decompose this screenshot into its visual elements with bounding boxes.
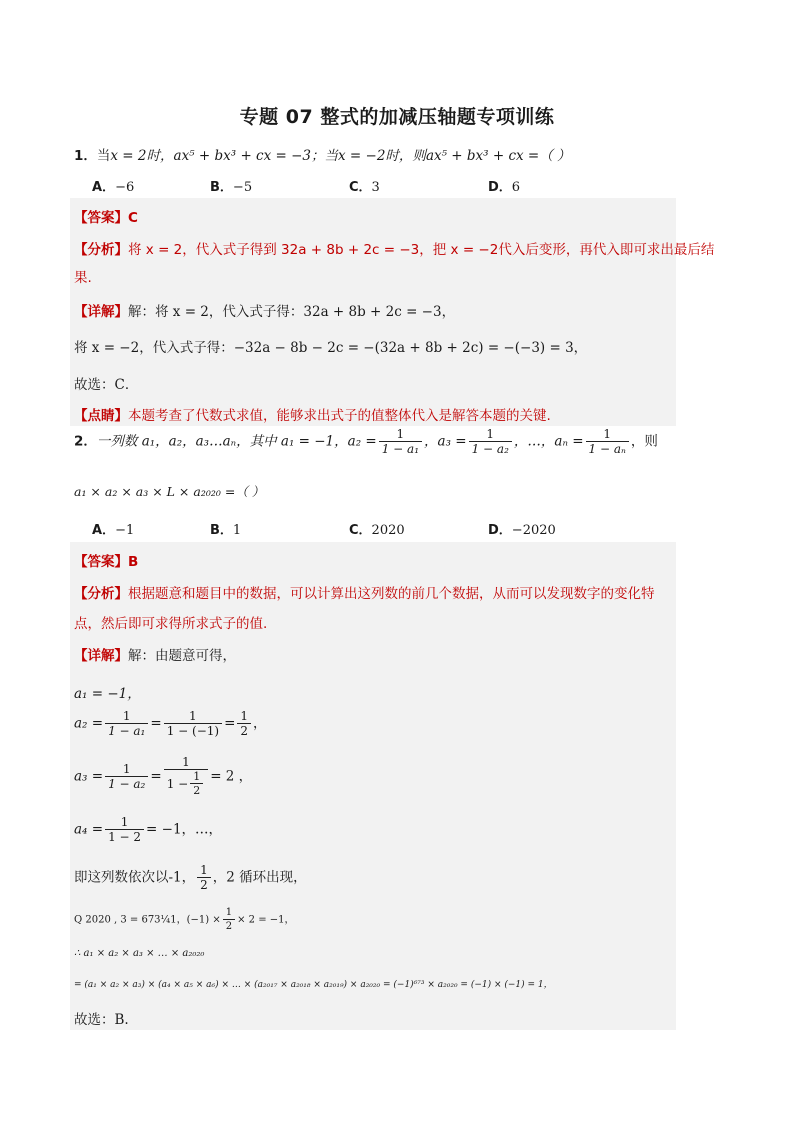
detail-tag: 【详解】: [74, 304, 128, 320]
option-value: −1: [115, 523, 135, 538]
frac-den-part: 1 −: [166, 777, 189, 791]
option-value: −6: [115, 180, 135, 195]
option-value: 2020: [371, 523, 405, 538]
frac-num: 1: [225, 907, 233, 918]
eq-end: = −1，…，: [146, 821, 223, 838]
eq-lhs: a₃ =: [74, 768, 104, 785]
frac-den: 1 − a₁: [105, 723, 148, 738]
q2-analysis-cont: [74, 612, 267, 632]
option-value: −2020: [511, 523, 556, 538]
q1-expr1: ax⁵ + bx³ + cx = −3；当: [173, 148, 339, 164]
frac: [105, 816, 144, 844]
q1-cond2: x = −2时，则: [338, 148, 426, 164]
q2-stem-part: ，…，aₙ =: [513, 433, 584, 450]
q1-analysis: [74, 238, 714, 258]
frac-num: 1: [200, 863, 208, 877]
q2-final-line: = (a₁ × a₂ × a₃) × (a₄ × a₅ × a₆) × … × (a₂₀₁₇ × a₂₀₁₈ × a₂₀₁₉) × a₂₀₂₀ = (−1)⁶⁷³ × a₂₀₂₀ = (−1) × (−1) = 1，: [74, 980, 553, 990]
q2-option-a: [92, 519, 134, 538]
q1-expr2: ax⁵ + bx³ + cx =（ ）: [425, 148, 571, 164]
cycle-text: 即这列数依次以-1，: [74, 869, 196, 886]
q2-stem-l2: a₁ × a₂ × a₃ × L × a₂₀₂₀ =（ ）: [74, 484, 265, 499]
frac-num: 1: [120, 815, 129, 829]
eq-end: = 2 ，: [210, 768, 253, 785]
q2-frac-an: [586, 428, 629, 456]
analysis-text: 将 x = 2，代入式子得到 32a + 8b + 2c = −3，把 x = −2代入后变形，再代入即可求出最后结: [128, 242, 715, 258]
q1-detail: [74, 300, 455, 320]
frac: [105, 710, 148, 738]
frac-den: 2: [190, 783, 203, 798]
option-label: C．: [349, 180, 372, 195]
q1-stem: [74, 144, 571, 164]
option-label: B．: [210, 180, 233, 195]
q1-option-a: [92, 176, 134, 195]
q1-option-d: [488, 176, 520, 195]
q2-a3-line: a₃ = $\frac{1}{\text{1 − a₂}}$ = 1 1 − $\frac{1}{2}$ = 2 ，: [74, 755, 253, 797]
frac: [237, 710, 251, 738]
option-value: 6: [511, 180, 521, 195]
frac-num: 1: [122, 762, 131, 776]
answer-tag: 【答案】: [74, 210, 128, 226]
analysis-text: 根据题意和题目中的数据，可以计算出这列数的前几个数据，从而可以发现数字的变化特: [128, 586, 655, 602]
frac-den: 2: [197, 877, 211, 892]
frac: [105, 763, 148, 791]
frac-den: 2: [237, 723, 251, 738]
q1-stem-text: 当: [96, 148, 111, 164]
frac: [223, 906, 235, 934]
option-label: B．: [210, 523, 233, 538]
frac-den: 1 − (−1): [164, 723, 222, 738]
q2-a4-line: [74, 816, 222, 844]
frac-num: 1: [193, 770, 201, 783]
option-value: 1: [232, 523, 242, 538]
q1-option-b: [210, 176, 252, 195]
frac-num: 1: [486, 427, 495, 441]
q2-stem: [74, 428, 658, 456]
option-value: 3: [371, 180, 380, 195]
detail-text: 将 x = −2，代入式子得：−32a − 8b − 2c = −(32a + 8b + 2c) = −(−3) = 3，: [74, 340, 588, 356]
q1-answer: [74, 206, 138, 226]
q2-q-line: [74, 906, 295, 934]
q2-answer: [74, 550, 138, 570]
analysis-text: 点，然后即可求得所求式子的值.: [74, 616, 268, 632]
q2-therefore-line: ∴ a₁ × a₂ × a₃ × … × a₂₀₂₀: [74, 948, 205, 959]
frac-num: 1: [396, 427, 405, 441]
cycle-text: ，2 循环出现，: [212, 869, 307, 886]
frac-num: 1: [122, 709, 131, 723]
frac: [164, 756, 209, 798]
detail-text: 故选：C．: [74, 377, 139, 393]
answer-tag: 【答案】: [74, 554, 128, 570]
option-value: −5: [232, 180, 253, 195]
detail-tag: 【详解】: [74, 648, 128, 664]
frac-num: 1: [603, 427, 611, 441]
q2-a2-line: a₂ = $\frac{1}{\text{1 − a₁}}$ = $\frac{1}{1 - (-1)}$ = $\frac{1}{2}$ ，: [74, 709, 267, 738]
eq-lhs: a₂ =: [74, 715, 104, 732]
q-line-text: × 2 = −1，: [237, 914, 295, 926]
q2-option-b: [210, 519, 241, 538]
analysis-tag: 【分析】: [74, 586, 128, 602]
option-label: D．: [488, 180, 512, 195]
frac-num: 1: [182, 755, 190, 769]
frac-den: 1 − a₂: [469, 441, 512, 456]
q1-detail-l2: [74, 336, 587, 356]
option-label: A．: [92, 523, 116, 538]
option-label: D．: [488, 523, 512, 538]
frac-num: 1: [240, 709, 249, 723]
detail-text: 解：将 x = 2，代入式子得：32a + 8b + 2c = −3，: [128, 304, 456, 320]
frac-den: 1 − 2: [105, 829, 144, 844]
frac-den: 2: [223, 919, 235, 934]
comment-tag: 【点睛】: [74, 408, 128, 424]
frac: [190, 770, 203, 798]
q1-option-c: [349, 176, 380, 195]
q2-stem-part: 一列数 a₁，a₂，a₃…aₙ，其中 a₁ = −1，a₂ =: [96, 433, 377, 450]
frac-den: 1 − aₙ: [586, 441, 629, 456]
q2-analysis: [74, 582, 655, 602]
eq-end: ，: [253, 715, 267, 732]
frac-den: 1 − a₂: [105, 776, 148, 791]
frac: [164, 710, 222, 738]
q1-number: 1．: [74, 148, 97, 164]
comment-text: 本题考查了代数式求值，能够求出式子的值整体代入是解答本题的关键.: [128, 408, 551, 424]
answer-value: C: [128, 210, 138, 226]
frac-den-compound: [164, 769, 209, 798]
option-label: A．: [92, 180, 116, 195]
q2-frac-a2: [379, 428, 422, 456]
q2-option-d: [488, 519, 556, 538]
answer-value: B: [128, 554, 139, 570]
q2-stem-part: ，则: [630, 433, 658, 450]
q1-comment: [74, 404, 551, 424]
q2-choose-line: 故选：B.: [74, 1012, 129, 1028]
q2-cycle-line: [74, 864, 307, 892]
frac-den: 1 − a₁: [379, 441, 422, 456]
q2-frac-a3: [469, 428, 512, 456]
q2-detail: [74, 644, 236, 664]
q1-analysis-cont: [74, 266, 92, 286]
page-title: 专题 07 整式的加减压轴题专项训练: [239, 106, 555, 128]
frac-num: 1: [189, 709, 197, 723]
q2-option-c: [349, 519, 405, 538]
frac: [197, 864, 211, 892]
q1-cond1: x = 2时，: [110, 148, 174, 164]
detail-text: 解：由题意可得，: [128, 648, 236, 664]
analysis-tag: 【分析】: [74, 242, 128, 258]
q2-stem-part: ，a₃ =: [424, 433, 467, 450]
analysis-text: 果.: [74, 270, 92, 286]
option-label: C．: [349, 523, 372, 538]
eq-lhs: a₄ =: [74, 821, 104, 838]
q2-a1-line: a₁ = −1，: [74, 686, 141, 702]
q-line-text: Q 2020 , 3 = 673¼1，(−1) ×: [74, 914, 221, 926]
q1-detail-l3: [74, 373, 138, 393]
q2-number: 2．: [74, 433, 97, 450]
